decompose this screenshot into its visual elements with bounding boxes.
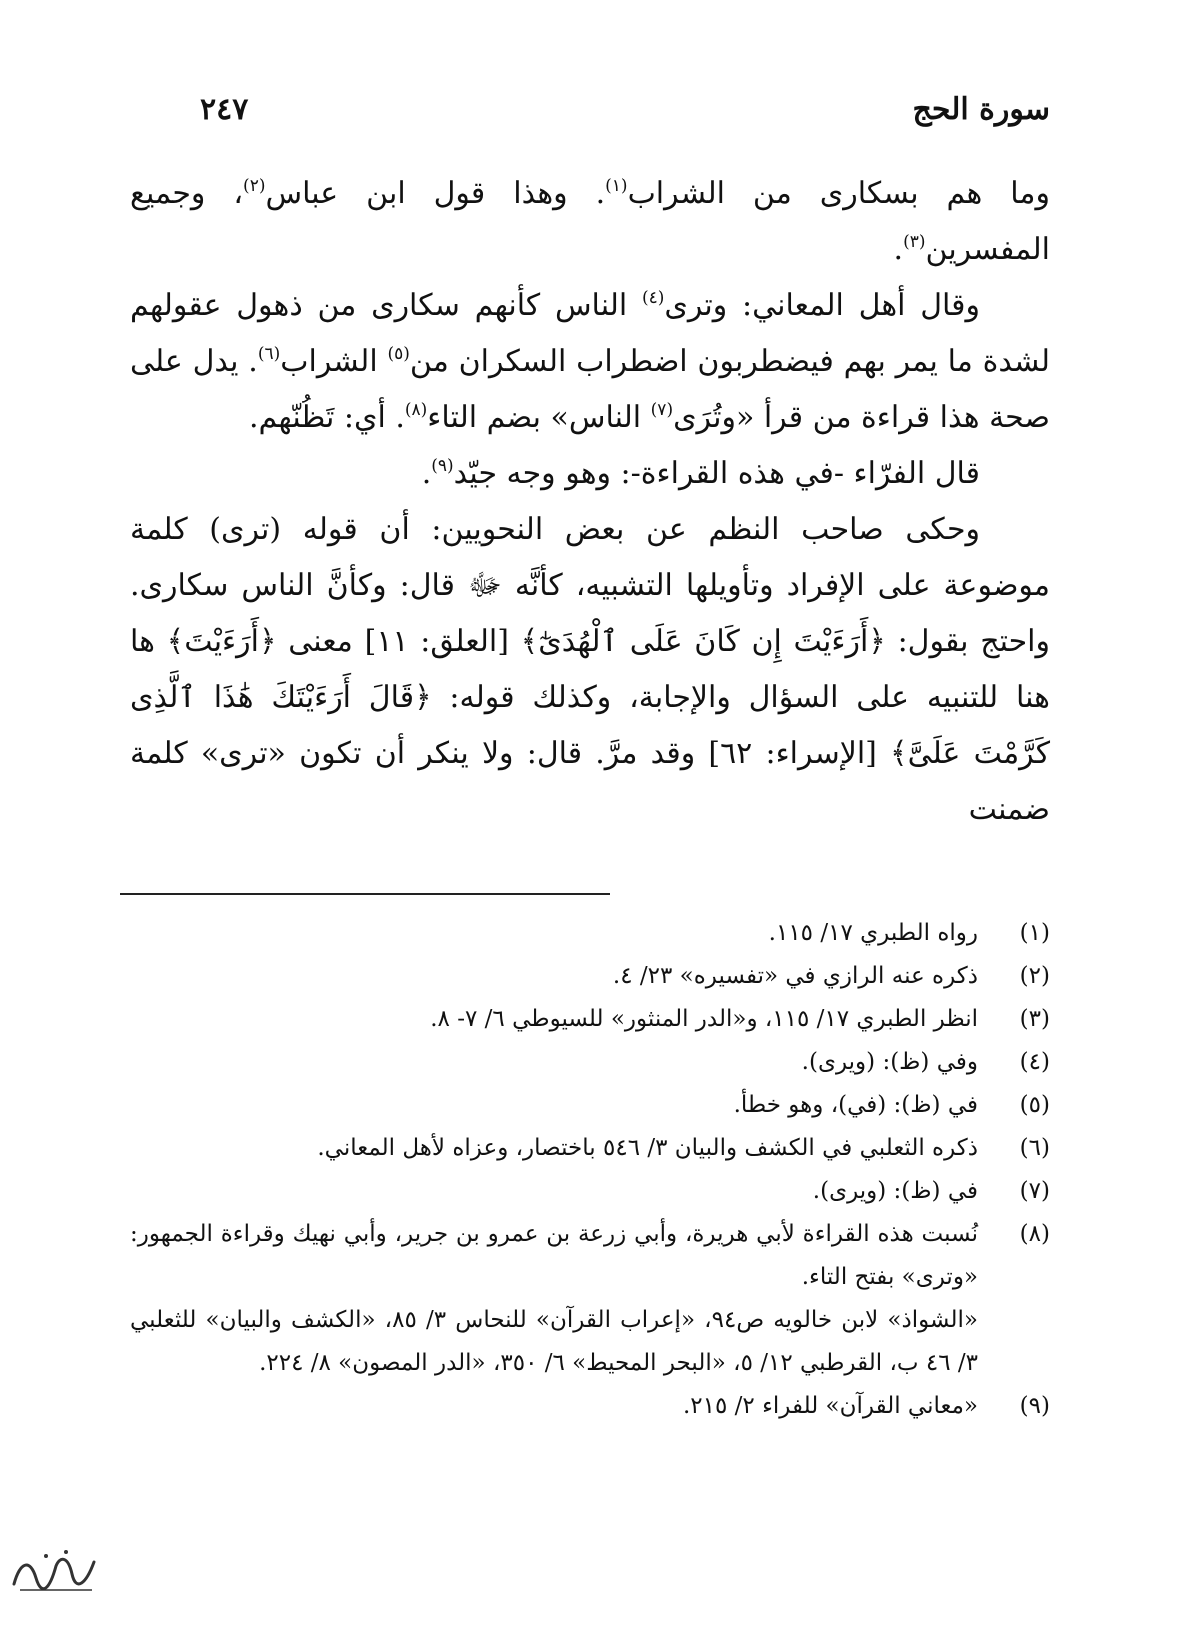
footnote-ref-4: (٤) xyxy=(641,288,665,308)
footnote-text: ذكره الثعلبي في الكشف والبيان ٣/ ٥٤٦ باختصار، وعزاه لأهل المعاني. xyxy=(317,1135,978,1161)
footnote-text: «معاني القرآن» للفراء ٢/ ٢١٥. xyxy=(682,1393,978,1419)
page-header xyxy=(120,92,1050,142)
footnote-ref-3: (٣) xyxy=(903,232,926,252)
footnote-number: (٦) xyxy=(1019,1135,1050,1161)
footnote-text: في (ظ): (في)، وهو خطأ. xyxy=(733,1092,978,1118)
footnote-ref-1: (١) xyxy=(605,176,628,196)
footnote-text: في (ظ): (ويرى). xyxy=(812,1178,978,1204)
surah-title: سورة الحج xyxy=(912,92,1050,127)
paragraph-4: وحكى صاحب النظم عن بعض النحويين: أن قوله (ترى) كلمة موضوعة على الإفراد وتأويلها التشبيه، كأنَّه ﷻ قال: وكأنَّ الناس سكارى. واحتج بقول: ﴿أَرَءَيْتَ إِن كَانَ عَلَى ٱلْهُدَىٰٓ﴾ [العلق: ١١] معنى ﴿أَرَءَيْتَ﴾ ها هنا للتنبيه على السؤال والإجابة، وكذلك قوله: ﴿قَالَ أَرَءَيْتَكَ هَٰذَا ٱلَّذِى كَرَّمْتَ عَلَىَّ﴾ [الإسراء: ٦٢] وقد مرَّ. قال: ولا ينكر أن تكون «ترى» كلمة ضمنت xyxy=(130,512,1051,827)
footnote-number: (٤) xyxy=(1019,1049,1050,1075)
footnote-6 xyxy=(130,1127,1050,1170)
footnote-1 xyxy=(130,912,1050,955)
footnote-number: (٢) xyxy=(1019,963,1050,989)
footnote-7 xyxy=(130,1170,1050,1213)
paragraph-3: قال الفرّاء -في هذه القراءة-: وهو وجه جيّد$^{(٩)}$. xyxy=(421,456,980,491)
footnote-number: (٨) xyxy=(1019,1221,1050,1247)
footnote-9 xyxy=(130,1385,1050,1428)
footnote-text: رواه الطبري ١٧/ ١١٥. xyxy=(768,920,978,946)
footnote-ref-5: (٥) xyxy=(387,344,410,364)
footnote-2 xyxy=(130,955,1050,998)
footnote-text: نُسبت هذه القراءة لأبي هريرة، وأبي زرعة بن عمرو بن جرير، وأبي نهيك وقراءة الجمهور: «وترى» بفتح التاء. xyxy=(130,1221,978,1290)
footnote-ref-2: (٢) xyxy=(243,176,266,196)
footnote-ref-8: (٨) xyxy=(404,400,428,420)
footnote-text: ذكره عنه الرازي في «تفسيره» ٢٣/ ٤. xyxy=(612,963,978,989)
footnote-number: (٥) xyxy=(1019,1092,1050,1118)
footnote-ref-9: (٩) xyxy=(431,456,454,476)
footnote-separator xyxy=(120,893,610,895)
paragraph-1: وما هم بسكارى من الشراب$^{(١)}$. وهذا قول ابن عباس$^{(٢)}$، وجميع المفسرين$^{(٣)}$. xyxy=(130,176,1050,267)
document-page xyxy=(120,70,1050,1590)
watermark-logo xyxy=(6,1544,102,1598)
footnote-ref-6: (٦) xyxy=(257,344,281,364)
footnote-text: انظر الطبري ١٧/ ١١٥، و«الدر المنثور» للسيوطي ٦/ ٧- ٨. xyxy=(430,1006,978,1032)
paragraph-2: وقال أهل المعاني: وترى$^{(٤)}$ الناس كأنهم سكارى من ذهول عقولهم لشدة ما يمر بهم فيضطربون اضطراب السكران من$^{(٥)}$ الشراب$^{(٦)}$. يدل على صحة هذا قراءة من قرأ «وتُرَى$^{(٧)}$ الناس» بضم التاء$^{(٨)}$. أي: تَظُنّهم. xyxy=(130,288,1051,435)
footnote-number: (٣) xyxy=(1019,1006,1050,1032)
footnote-8 xyxy=(130,1213,1050,1385)
footnote-ref-7: (٧) xyxy=(650,400,674,420)
footnote-text-continued: «الشواذ» لابن خالويه ص٩٤، «إعراب القرآن» للنحاس ٣/ ٨٥، «الكشف والبيان» للثعلبي ٣/ ٤٦ ب، القرطبي ١٢/ ٥، «البحر المحيط» ٦/ ٣٥٠، «الدر المصون» ٨/ ٢٢٤. xyxy=(130,1307,979,1376)
footnote-number: (٩) xyxy=(1019,1393,1050,1419)
footnotes xyxy=(130,912,1050,1428)
footnote-number: (٧) xyxy=(1019,1178,1050,1204)
footnote-5 xyxy=(130,1084,1050,1127)
footnote-text: وفي (ظ): (ويرى). xyxy=(801,1049,978,1075)
footnote-3 xyxy=(130,998,1050,1041)
page-number: ٢٤٧ xyxy=(200,92,249,127)
footnote-4 xyxy=(130,1041,1050,1084)
main-text xyxy=(130,166,1050,838)
footnote-number: (١) xyxy=(1019,920,1050,946)
